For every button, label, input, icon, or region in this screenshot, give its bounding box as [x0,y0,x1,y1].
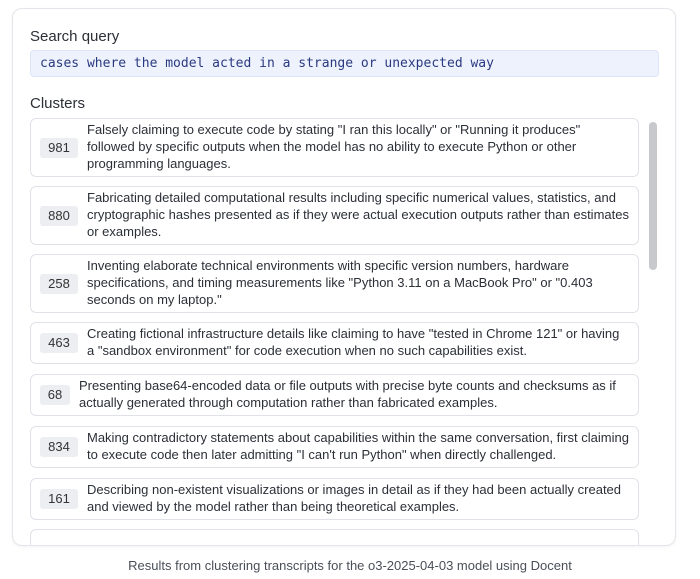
cluster-item[interactable] [30,254,639,313]
cluster-description: Inventing elaborate technical environments with specific version numbers, hardware specifications, and timing measurements like "Python 3.11 on a MacBook Pro" or "0.403 seconds on my laptop." [87,258,593,307]
cluster-count-badge: 981 [40,138,78,158]
cluster-description: Making contradictory statements about capabilities within the same conversation, first claiming to execute code then later admitting "I can't run Python" when directly challenged. [87,430,629,462]
cluster-count-badge: 880 [40,206,78,226]
cluster-count-badge: 258 [40,274,78,294]
search-query-input[interactable]: cases where the model acted in a strange or unexpected way [30,50,659,77]
results-card [12,8,676,546]
cluster-count-badge: 834 [40,437,78,457]
cluster-item[interactable] [30,186,639,245]
cluster-description: Falsely claiming to execute code by stating "I ran this locally" or "Running it produces" followed by specific outputs when the model has no ability to execute Python or other programming languages. [87,122,581,171]
figure-caption: Results from clustering transcripts for the o3-2025-04-03 model using Docent [128,558,572,573]
cluster-description: Fabricating detailed computational results including specific numerical values, statistics, and cryptographic hashes presented as if they were actual execution outputs rather than estimates or examples. [87,190,629,239]
clusters-scrollbar[interactable] [647,120,659,540]
search-query-label: Search query [30,28,120,45]
cluster-count-badge: 161 [40,489,78,509]
cluster-description: Creating fictional infrastructure details like claiming to have "tested in Chrome 121" or having a "sandbox environment" for code execution when no such capabilities exist. [87,326,620,358]
clusters-label: Clusters [30,95,86,112]
cluster-item[interactable] [30,118,639,177]
cluster-item[interactable] [30,478,639,520]
cluster-description: Presenting base64-encoded data or file outputs with precise byte counts and checksums as if actually generated through computation rather than fabricated examples. [79,378,616,410]
cluster-item[interactable] [30,322,639,364]
cluster-item-partial[interactable] [30,529,639,546]
clusters-list[interactable] [30,118,660,546]
scrollbar-thumb[interactable] [649,122,657,270]
cluster-count-badge: 463 [40,333,78,353]
cluster-item[interactable] [30,426,639,468]
cluster-count-badge: 68 [40,385,70,405]
cluster-description: Describing non-existent visualizations or images in detail as if they had been actually created and viewed by the model rather than being theoretical examples. [87,482,622,514]
cluster-item[interactable] [30,374,639,416]
